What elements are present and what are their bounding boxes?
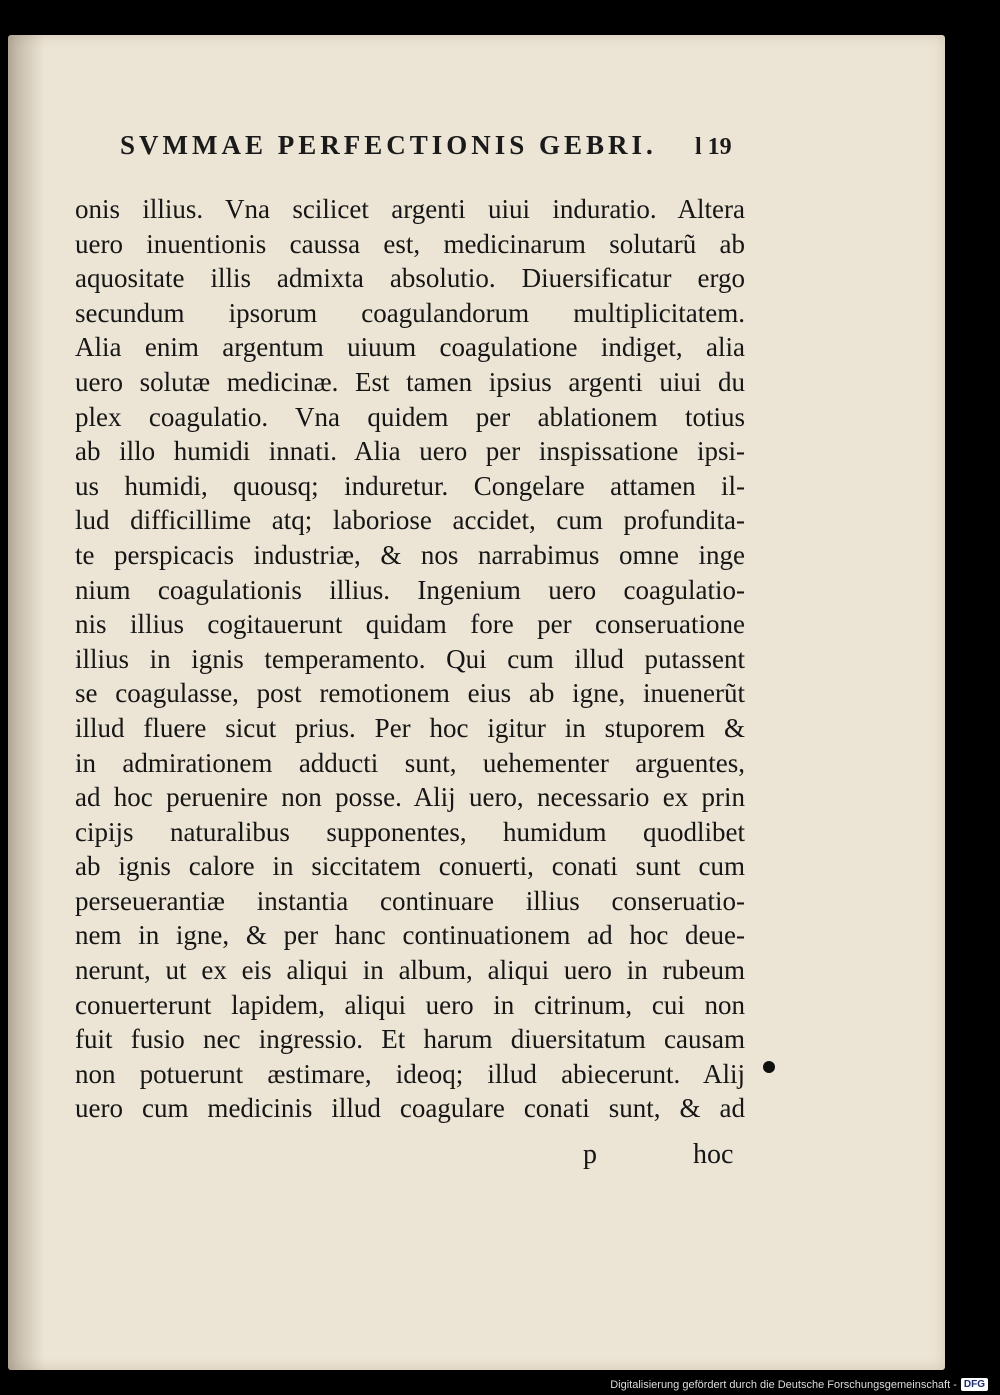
text-line: fuit fusio nec ingressio. Et harum diuersitatum causam	[75, 1024, 745, 1055]
text-line: nium coagulationis illius. Ingenium uero coagulatio-	[75, 574, 745, 605]
text-line: ab ignis calore in siccitatem conuerti, conati sunt cum	[75, 851, 745, 882]
text-line: nerunt, ut ex eis aliqui in album, aliqui uero in rubeum	[75, 955, 745, 986]
signature-mark: p	[583, 1139, 597, 1170]
text-line: uero cum medicinis illud coagulare conati sunt, & ad	[75, 1093, 745, 1124]
text-line: onis illius. Vna scilicet argenti uiui induratio. Altera	[75, 194, 745, 224]
text-line: se coagulasse, post remotionem eius ab igne, inuenerũt	[75, 678, 745, 709]
dfg-logo-icon: DFG	[961, 1378, 988, 1391]
text-line: in admirationem adducti sunt, uehementer arguentes,	[75, 747, 745, 778]
text-line: illius in ignis temperamento. Qui cum illud putassent	[75, 643, 745, 674]
text-line: cipijs naturalibus supponentes, humidum quodlibet	[75, 816, 745, 847]
text-line: uero solutæ medicinæ. Est tamen ipsius argenti uiui du	[75, 366, 745, 397]
text-line: aquositate illis admixta absolutio. Diuersificatur ergo	[75, 263, 745, 294]
text-line: te perspicacis industriæ, & nos narrabimus omne inge	[75, 539, 745, 570]
book-page	[8, 35, 945, 1370]
page-gutter-shadow	[8, 35, 44, 1370]
running-head: SVMMAE PERFECTIONIS GEBRI.	[120, 130, 657, 160]
text-line: illud fluere sicut prius. Per hoc igitur in stuporem &	[75, 712, 745, 743]
text-line: non potuerunt æstimare, ideoq; illud abiecerunt. Alij	[75, 1058, 745, 1089]
body-text	[75, 192, 745, 1126]
digitization-footer	[610, 1378, 988, 1391]
text-line: nem in igne, & per hanc continuationem ad hoc deue-	[75, 920, 745, 951]
text-line: uero inuentionis caussa est, medicinarum solutarũ ab	[75, 228, 745, 259]
text-line: us humidi, quousq; induretur. Congelare attamen il-	[75, 470, 745, 501]
text-line: plex coagulatio. Vna quidem per ablationem totius	[75, 401, 745, 432]
text-line: lud difficillime atq; laboriose accidet, cum profundita-	[75, 505, 745, 536]
ink-dot	[763, 1061, 775, 1073]
text-line: secundum ipsorum coagulandorum multiplicitatem.	[75, 297, 745, 328]
folio-number: l 19	[695, 134, 732, 160]
text-line: perseuerantiæ instantia continuare illius conseruatio-	[75, 885, 745, 916]
funding-credit: Digitalisierung gefördert durch die Deutsche Forschungsgemeinschaft -	[610, 1378, 957, 1391]
text-line: ad hoc peruenire non posse. Alij uero, necessario ex prin	[75, 782, 745, 813]
text-line: ab illo humidi innati. Alia uero per inspissatione ipsi-	[75, 436, 745, 467]
text-line: Alia enim argentum uiuum coagulatione indiget, alia	[75, 332, 745, 363]
text-line: nis illius cogitauerunt quidam fore per conseruatione	[75, 609, 745, 640]
text-line: conuerterunt lapidem, aliqui uero in citrinum, cui non	[75, 989, 745, 1020]
catchword: hoc	[693, 1139, 734, 1170]
